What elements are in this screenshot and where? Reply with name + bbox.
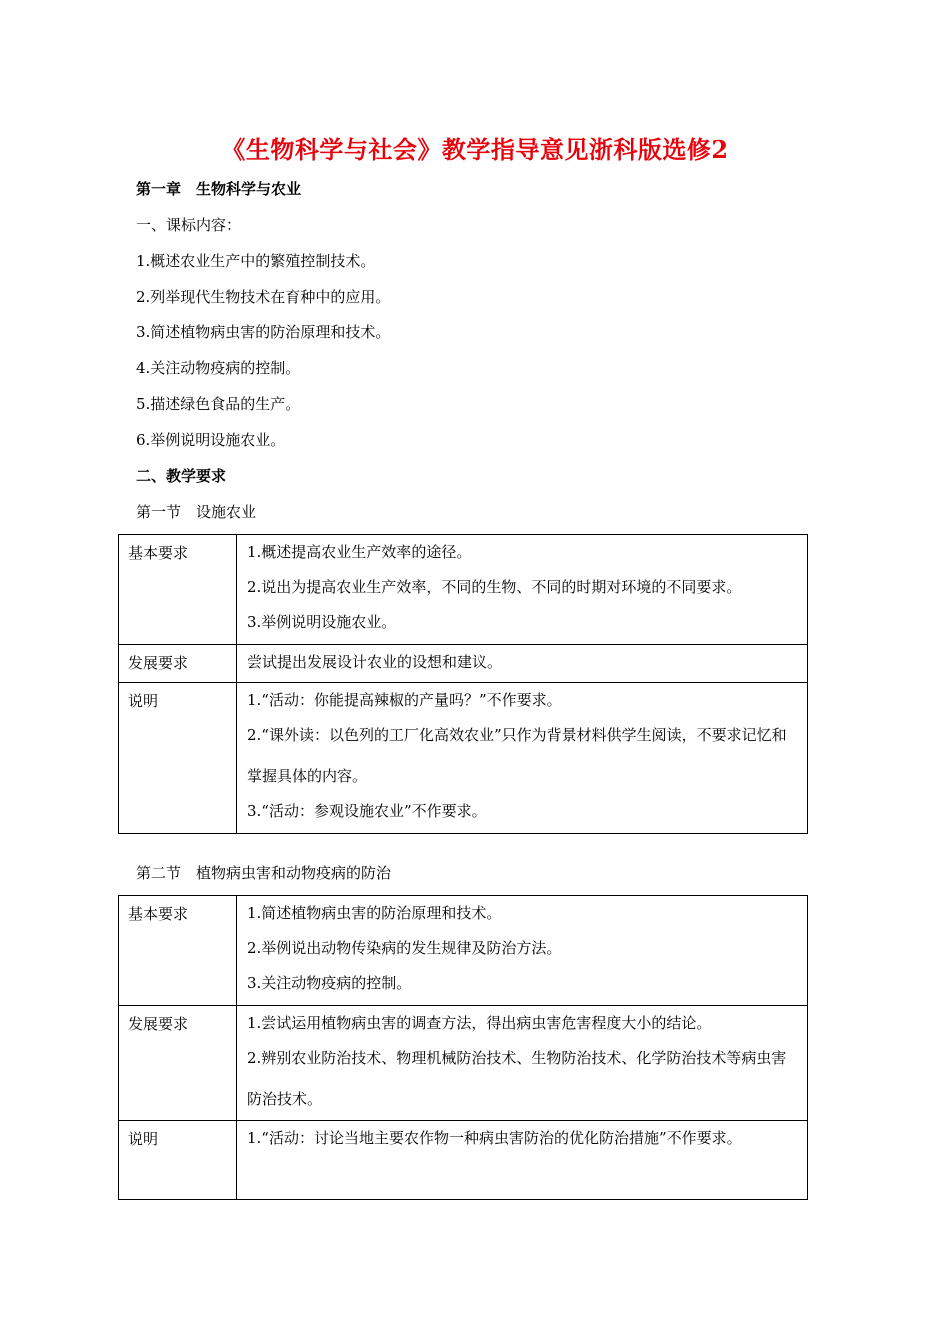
curriculum-heading: 一、课标内容： — [136, 216, 242, 234]
requirement-item: 1.“活动：你能提高辣椒的产量吗？”不作要求。 — [247, 691, 562, 709]
curriculum-item: 2.列举现代生物技术在育种中的应用。 — [136, 288, 391, 306]
row-content — [237, 896, 808, 1006]
requirement-item: 尝试提出发展设计农业的设想和建议。 — [247, 653, 503, 671]
requirement-item: 3.关注动物疫病的控制。 — [247, 974, 412, 992]
requirement-item: 1.简述植物病虫害的防治原理和技术。 — [247, 904, 502, 922]
section-2-heading: 第二节 植物病虫害和动物疫病的防治 — [136, 864, 392, 882]
row-label: 发展要求 — [119, 645, 237, 683]
row-label: 基本要求 — [119, 535, 237, 645]
row-content — [237, 1121, 808, 1200]
row-label: 说明 — [119, 683, 237, 834]
curriculum-item: 3.简述植物病虫害的防治原理和技术。 — [136, 323, 391, 341]
requirement-item: 1.尝试运用植物病虫害的调查方法，得出病虫害危害程度大小的结论。 — [247, 1014, 712, 1032]
curriculum-item: 6.举例说明设施农业。 — [136, 431, 286, 449]
teaching-requirements-heading: 二、教学要求 — [136, 467, 227, 485]
requirement-item: 1.概述提高农业生产效率的途径。 — [247, 543, 472, 561]
table-row — [119, 683, 808, 834]
row-content — [237, 683, 808, 834]
row-content — [237, 535, 808, 645]
row-label: 说明 — [119, 1121, 237, 1200]
requirement-item: 1.“活动：讨论当地主要农作物一种病虫害防治的优化防治措施”不作要求。 — [247, 1129, 742, 1147]
table-row — [119, 535, 808, 645]
row-label: 发展要求 — [119, 1006, 237, 1121]
requirement-item: 3.举例说明设施农业。 — [247, 613, 397, 631]
requirements-table-section-1 — [118, 534, 808, 834]
curriculum-item: 5.描述绿色食品的生产。 — [136, 395, 301, 413]
section-1-heading: 第一节 设施农业 — [136, 503, 257, 521]
row-label: 基本要求 — [119, 896, 237, 1006]
table-row — [119, 1121, 808, 1200]
table-row — [119, 645, 808, 683]
row-content — [237, 645, 808, 683]
table-row — [119, 896, 808, 1006]
curriculum-item: 1.概述农业生产中的繁殖控制技术。 — [136, 252, 376, 270]
table-row — [119, 1006, 808, 1121]
requirement-item: 2.辨别农业防治技术、物理机械防治技术、生物防治技术、化学防治技术等病虫害防治技术。 — [247, 1049, 787, 1108]
row-content — [237, 1006, 808, 1121]
curriculum-item: 4.关注动物疫病的控制。 — [136, 359, 301, 377]
requirement-item: 2.“课外读：以色列的工厂化高效农业”只作为背景材料供学生阅读，不要求记忆和掌握具体的内容。 — [247, 726, 787, 785]
requirement-item: 2.举例说出动物传染病的发生规律及防治方法。 — [247, 939, 562, 957]
chapter-heading: 第一章 生物科学与农业 — [136, 180, 302, 198]
requirement-item: 3.“活动：参观设施农业”不作要求。 — [247, 802, 487, 820]
document-title: 《生物科学与社会》教学指导意见浙科版选修2 — [221, 135, 729, 164]
requirements-table-section-2 — [118, 895, 808, 1200]
requirement-item: 2.说出为提高农业生产效率，不同的生物、不同的时期对环境的不同要求。 — [247, 578, 742, 596]
